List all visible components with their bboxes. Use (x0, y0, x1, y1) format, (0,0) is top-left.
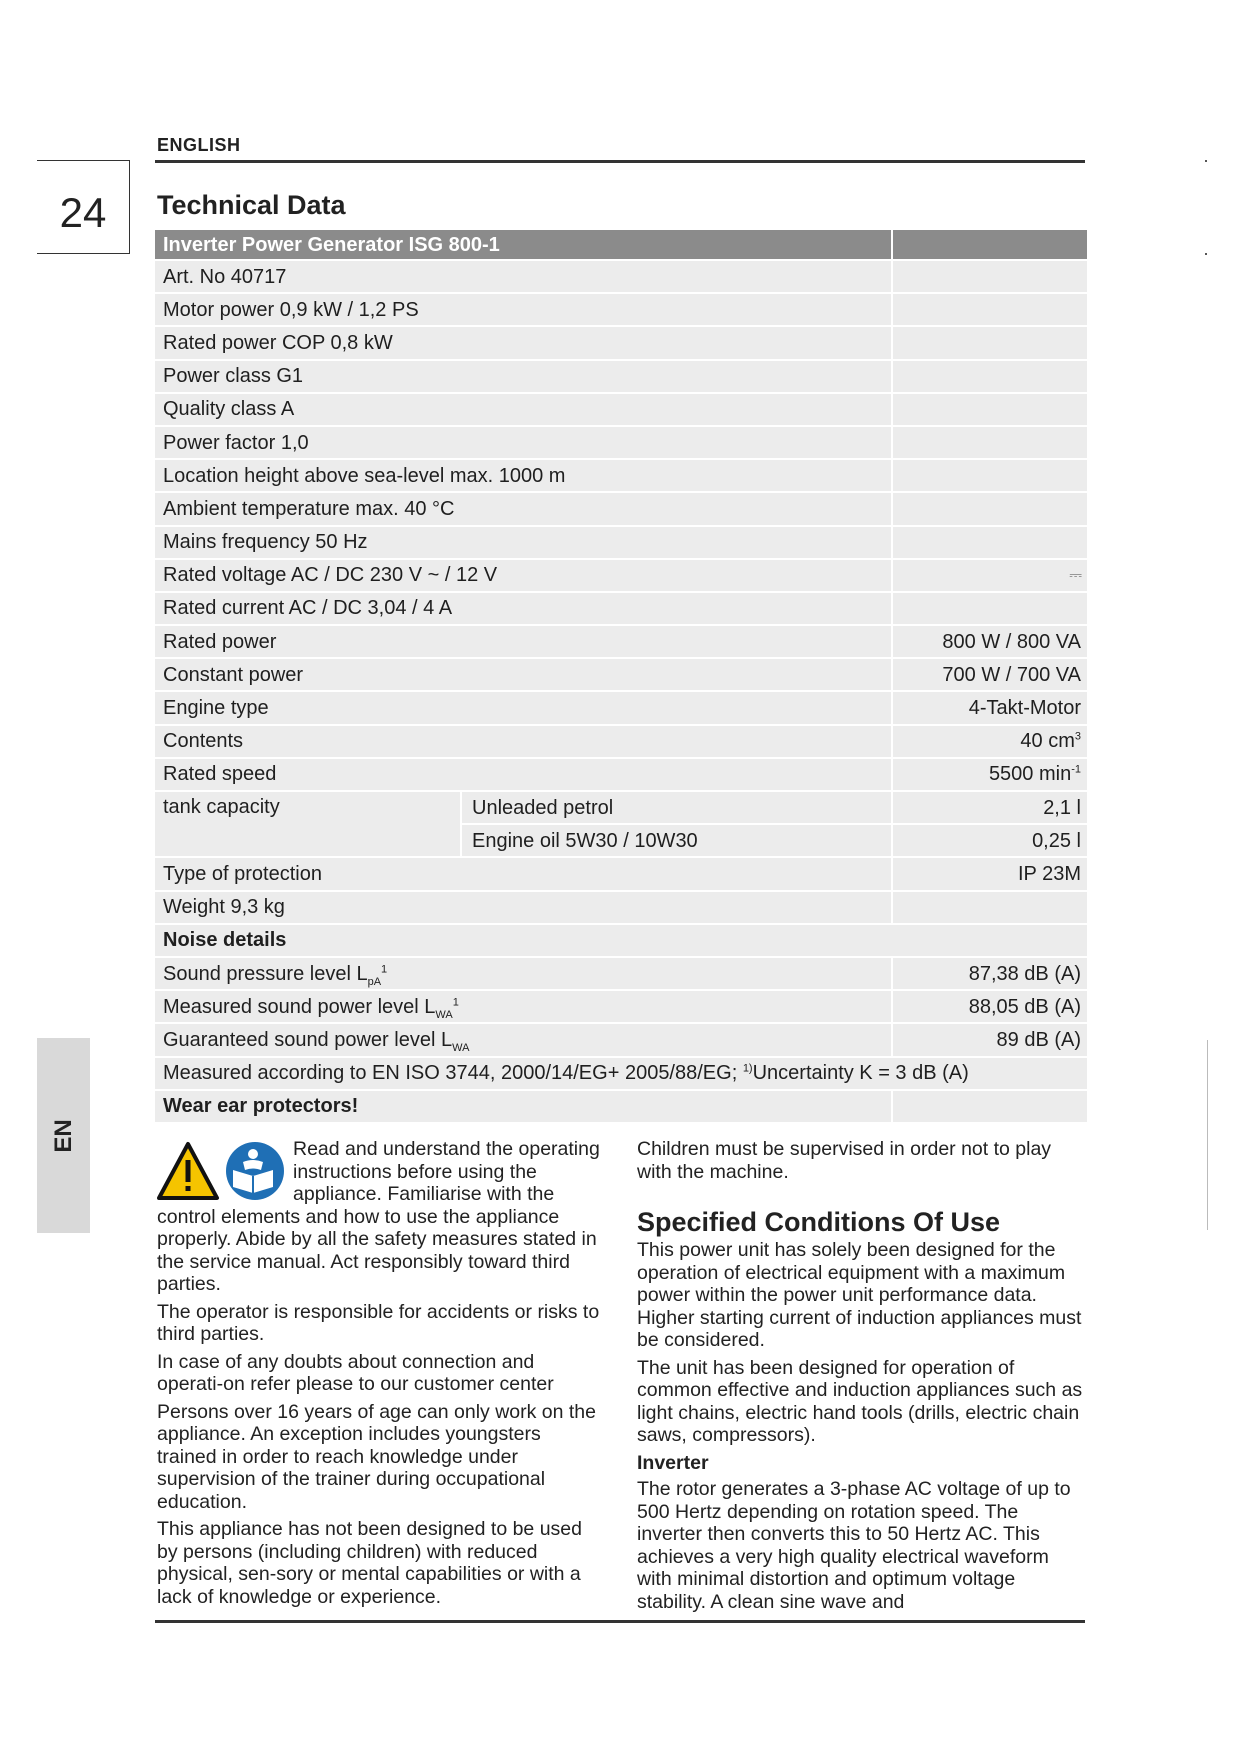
spec-value (892, 1090, 1087, 1123)
read-manual-icon (226, 1142, 284, 1200)
spec-value (892, 592, 1087, 625)
table-row (155, 1090, 1087, 1123)
text-paragraph: The unit has been designed for operation of common effective and induction appliances such as light chains, electric hand tools (drills, electric chain saws, compressors). (637, 1356, 1083, 1446)
spec-label: Mains frequency 50 Hz (155, 526, 892, 559)
spec-label: Art. No 40717 (155, 260, 892, 293)
page-number: 24 (59, 189, 107, 236)
table-row (155, 990, 1087, 1023)
spec-label: Power factor 1,0 (155, 426, 892, 459)
spec-value (892, 459, 1087, 492)
spec-label: Measured sound power level $L_{WA}^1$ (155, 990, 892, 1023)
table-row (155, 924, 1087, 957)
spec-value (892, 526, 1087, 559)
text-paragraph: This power unit has solely been designed for the operation of electrical equipment with a maximum power within the power unit performance data. Higher starting current of induction appliances must be considered. (637, 1239, 1082, 1351)
margin-line (1207, 1040, 1208, 1230)
table-row (155, 426, 1087, 459)
spec-value (892, 360, 1087, 393)
spec-value (892, 891, 1087, 924)
right-text-column (637, 1138, 1087, 1618)
table-row (155, 393, 1087, 426)
spec-value: 700 W / 700 VA (892, 658, 1087, 691)
table-row (155, 592, 1087, 625)
spec-label: Weight 9,3 kg (155, 891, 892, 924)
spec-label: Type of protection (155, 857, 892, 890)
petrol-label: Unleaded petrol (461, 791, 892, 824)
header-rule (155, 160, 1085, 163)
spec-label: Rated voltage AC / DC 230 V ~ / 12 V (155, 559, 892, 592)
language-side-tab (37, 1038, 90, 1233)
spec-value (892, 260, 1087, 293)
table-row (155, 293, 1087, 326)
spec-label: Rated power (155, 625, 892, 658)
table-row (155, 1057, 1087, 1090)
table-row (155, 625, 1087, 658)
spec-value (892, 426, 1087, 459)
dc-symbol-icon: ⎓ (892, 559, 1087, 592)
spec-label: Ambient temperature max. 40 °C (155, 492, 892, 525)
spec-value (892, 492, 1087, 525)
spec-label: Quality class A (155, 393, 892, 426)
table-row (155, 891, 1087, 924)
text-paragraph: The rotor generates a 3-phase AC voltage of up to 500 Hertz depending on rotation speed. The inverter then converts this to 50 Hertz AC. This achieves a very high quality electrical waveform with minimal distortion and optimum voltage stability. A clean sine wave and (637, 1478, 1071, 1613)
table-row (155, 1023, 1087, 1056)
table-row (155, 260, 1087, 293)
table-row (155, 459, 1087, 492)
inverter-heading: Inverter (637, 1451, 709, 1474)
table-header-value (892, 230, 1087, 260)
spec-label: Location height above sea-level max. 1000 m (155, 459, 892, 492)
technical-data-table (155, 230, 1087, 1124)
text-paragraph: The operator is responsible for accidents or risks to third parties. (157, 1300, 600, 1345)
spec-value (892, 293, 1087, 326)
spec-label: Sound pressure level $L_{pA}^1$ (155, 957, 892, 990)
table-row (155, 857, 1087, 890)
table-row (155, 492, 1087, 525)
table-row (155, 360, 1087, 393)
spec-value: 5500 $\min^{-1}$ (892, 758, 1087, 791)
spec-value: 800 W / 800 VA (892, 625, 1087, 658)
left-text-column (157, 1138, 605, 1613)
measurement-note: Measured according to EN ISO 3744, 2000/14/EG+ 2005/88/EG; $^{1)}$Uncertainty K = 3 dB (A) (155, 1057, 1087, 1090)
margin-mark (1205, 253, 1207, 255)
spec-label: Guaranteed sound power level $L_{WA}$ (155, 1023, 892, 1056)
table-row (155, 691, 1087, 724)
text-paragraph: In case of any doubts about connection and operati-on refer please to our customer center (157, 1350, 554, 1395)
safety-icons (157, 1140, 289, 1202)
text-paragraph: This appliance has not been designed to be used by persons (including children) with reduced physical, sen-sory or mental capabilities or with a lack of knowledge or experience. (157, 1518, 582, 1608)
table-row (155, 559, 1087, 592)
text-paragraph: Persons over 16 years of age can only work on the appliance. An exception includes youngsters trained in order to reach knowledge under supervision of the trainer during occupational education. (157, 1400, 596, 1513)
spec-label: Rated power COP 0,8 kW (155, 326, 892, 359)
section-title: Technical Data (157, 190, 346, 220)
spec-label: Rated current AC / DC 3,04 / 4 A (155, 592, 892, 625)
engine-oil-value: 0,25 l (892, 824, 1087, 857)
spec-label: Engine type (155, 691, 892, 724)
text-paragraph: Children must be supervised in order not to play with the machine. (637, 1138, 1052, 1183)
spec-value: 4-Takt-Motor (892, 691, 1087, 724)
language-side-tab-label: EN (49, 1118, 77, 1153)
spec-value: 87,38 dB (A) (892, 957, 1087, 990)
warning-triangle-icon (159, 1144, 217, 1198)
page-number-box (37, 160, 130, 254)
spec-value: 40 $cm^3$ (892, 725, 1087, 758)
spec-value (892, 326, 1087, 359)
noise-details-title: Noise details (155, 924, 1087, 957)
table-row (155, 658, 1087, 691)
table-row (155, 957, 1087, 990)
intro-paragraph: Read and understand the operating instructions before using the appliance. Familiarise with the control elements and how to use the appliance properly. Abide by all the safety measures stated in the service manual. Act responsibly toward third parties. (157, 1138, 600, 1295)
spec-value: 89 dB (A) (892, 1023, 1087, 1056)
spec-value: 88,05 dB (A) (892, 990, 1087, 1023)
table-row (155, 791, 1087, 824)
spec-value (892, 393, 1087, 426)
table-header-row (155, 230, 1087, 260)
spec-label: Rated speed (155, 758, 892, 791)
petrol-value: 2,1 l (892, 791, 1087, 824)
margin-mark (1205, 160, 1207, 162)
conditions-of-use-heading: Specified Conditions Of Use (637, 1207, 1001, 1237)
spec-label: Motor power 0,9 kW / 1,2 PS (155, 293, 892, 326)
table-header-title: Inverter Power Generator ISG 800-1 (155, 230, 892, 260)
table-row (155, 725, 1087, 758)
table-row (155, 526, 1087, 559)
language-header: ENGLISH (157, 135, 241, 155)
tank-capacity-label: tank capacity (155, 791, 461, 857)
table-row (155, 758, 1087, 791)
engine-oil-label: Engine oil 5W30 / 10W30 (461, 824, 892, 857)
spec-label: Constant power (155, 658, 892, 691)
footer-rule (155, 1620, 1085, 1623)
table-row (155, 326, 1087, 359)
wear-ear-protectors: Wear ear protectors! (155, 1090, 892, 1123)
spec-label: Contents (155, 725, 892, 758)
spec-value: IP 23M (892, 857, 1087, 890)
spec-label: Power class G1 (155, 360, 892, 393)
